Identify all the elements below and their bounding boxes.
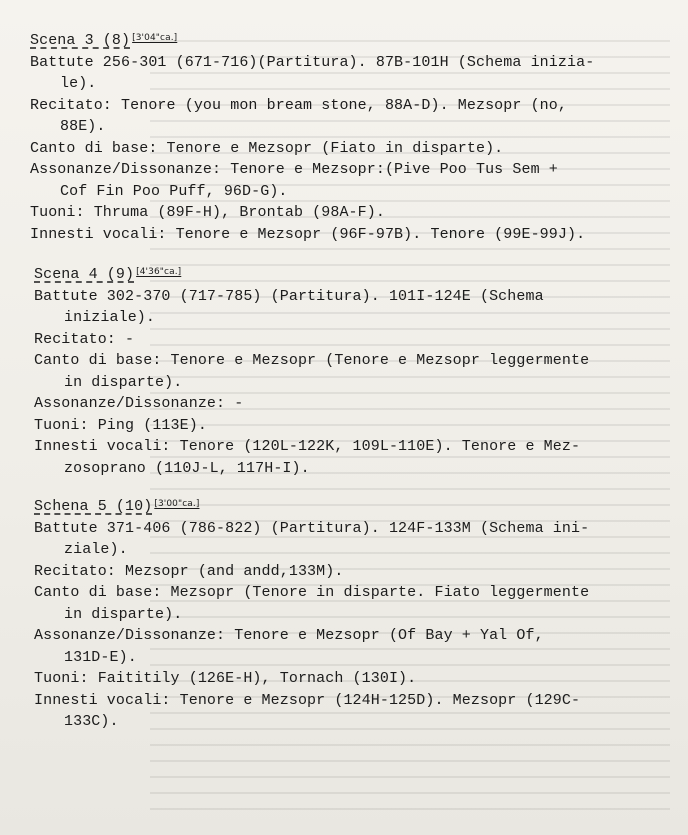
scene-3-title: Scena 3 (8) (30, 32, 131, 49)
scene-5-line-8: Tuoni: Faititily (126E-H), Tornach (130I). (34, 670, 417, 687)
scene-4-line-3: Recitato: - (34, 330, 135, 348)
scene-5-line-2: ziale). (64, 541, 128, 558)
scene-4-line-7: Tuoni: Ping (113E). (34, 416, 207, 434)
scene-5-line-7: 131D-E). (64, 648, 137, 666)
scene-5-line-9: Innesti vocali: Tenore e Mezsopr (124H-125D). Mezsopr (129C- (34, 691, 581, 709)
scene-3-line-3: Recitato: Tenore (you mon bream stone, 88A-D). Mezsopr (no, (30, 96, 567, 114)
scene-4-line-2: iniziale). (64, 309, 156, 326)
scene-4-line-9: zosoprano (110J-L, 117H-I). (64, 459, 310, 477)
scene-5-line-1: Battute 371-406 (786-822) (Partitura). 124F-133M (Schema ini- (34, 519, 590, 537)
scene-5-line-6: Assonanze/Dissonanze: Tenore e Mezsopr (Of Bay + Yal Of, (34, 627, 544, 644)
scene-4-heading (34, 262, 684, 286)
scene-5-title: Schena 5 (10) (34, 498, 153, 515)
scene-3-line-8: Tuoni: Thruma (89F-H), Brontab (98A-F). (30, 204, 385, 221)
scene-5-line-3: Recitato: Mezsopr (and andd,133M). (34, 562, 344, 580)
scene-4-line-5: in disparte). (64, 373, 183, 391)
scene-3-line-2: le). (60, 75, 97, 92)
scene-5-line-5: in disparte). (64, 605, 183, 623)
scene-4-line-8: Innesti vocali: Tenore (120L-122K, 109L-110E). Tenore e Mez- (34, 438, 581, 455)
scene-4-line-1: Battute 302-370 (717-785) (Partitura). 101I-124E (Schema (34, 287, 544, 305)
scene-4-title: Scena 4 (9) (34, 266, 135, 283)
scene-3-line-7: Cof Fin Poo Puff, 96D-G). (60, 182, 288, 200)
scene-5-line-10: 133C). (64, 713, 119, 730)
scene-4-line-4: Canto di base: Tenore e Mezsopr (Tenore e Mezsopr leggermente (34, 352, 590, 369)
scene-3-line-5: Canto di base: Tenore e Mezsopr (Fiato in disparte). (30, 139, 504, 157)
scene-5-heading (34, 494, 684, 518)
scene-3-line-6: Assonanze/Dissonanze: Tenore e Mezsopr:(Pive Poo Tus Sem + (30, 161, 558, 178)
scene-5-duration-note: [3'00"ca.] (154, 499, 200, 509)
scene-3-block (30, 28, 680, 245)
scene-4-duration-note: [4'36"ca.] (136, 267, 182, 277)
scene-3-heading (30, 28, 680, 52)
scene-3-duration-note: [3'04"ca.] (132, 33, 178, 43)
scene-5-block (34, 494, 684, 733)
scene-5-line-4: Canto di base: Mezsopr (Tenore in disparte. Fiato leggermente (34, 584, 590, 601)
scene-3-line-1: Battute 256-301 (671-716)(Partitura). 87B-101H (Schema inizia- (30, 53, 595, 71)
scene-3-line-9: Innesti vocali: Tenore e Mezsopr (96F-97B). Tenore (99E-99J). (30, 225, 586, 243)
scene-4-block (34, 262, 684, 479)
scene-3-line-4: 88E). (60, 118, 106, 135)
scene-4-line-6: Assonanze/Dissonanze: - (34, 395, 244, 412)
